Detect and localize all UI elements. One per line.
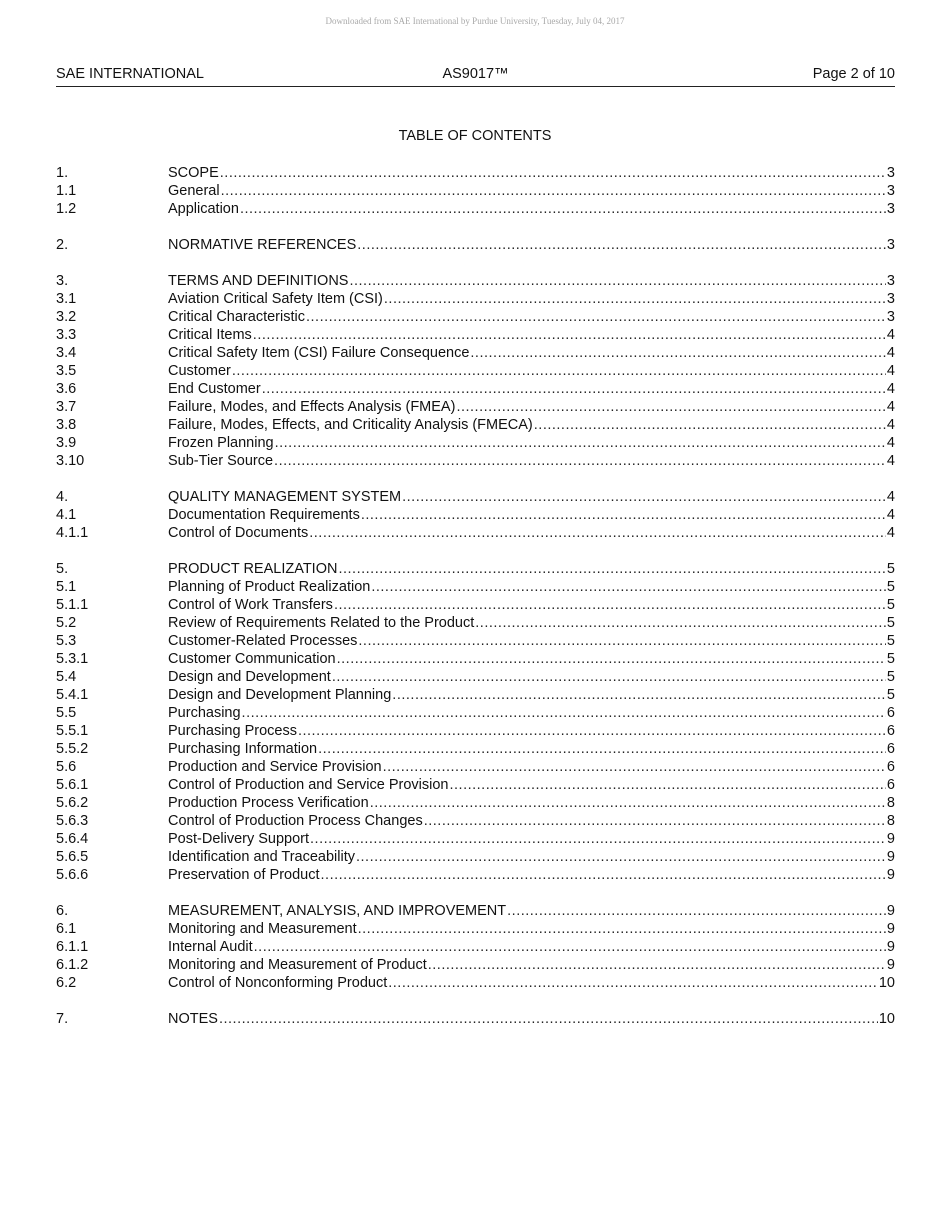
toc-entry[interactable] [56,614,895,632]
toc-entry-number: 4.1.1 [56,525,89,541]
toc-entry-page: 5 [886,597,895,613]
toc-entry-title: Application [168,201,239,217]
toc-dot-leader [240,200,886,218]
toc-entry-number: 7. [56,1011,69,1027]
toc-dot-leader [470,344,886,362]
toc-dot-leader [274,452,886,470]
toc-entry-number: 3.7 [56,399,77,415]
toc-entry[interactable] [56,488,895,506]
toc-title: TABLE OF CONTENTS [398,128,552,144]
toc-entry[interactable] [56,308,895,326]
toc-section-group [56,488,895,542]
toc-entry-number: 5.6.4 [56,831,89,847]
toc-entry-title: Critical Characteristic [168,309,305,325]
toc-entry-page: 4 [886,507,895,523]
toc-dot-leader [371,578,886,596]
toc-dot-leader [361,506,886,524]
toc-entry-page: 6 [886,705,895,721]
toc-entry-title: Internal Audit [168,939,253,955]
toc-dot-leader [318,740,886,758]
toc-entry-number: 5.3 [56,633,77,649]
toc-entry[interactable] [56,524,895,542]
toc-entry-title: Sub-Tier Source [168,453,274,469]
toc-entry-title: Failure, Modes, Effects, and Criticality Analysis (FMECA) [168,417,533,433]
toc-entry[interactable] [56,794,895,812]
toc-entry[interactable] [56,632,895,650]
toc-entry[interactable] [56,236,895,254]
toc-dot-leader [358,920,886,938]
toc-entry-title: Critical Safety Item (CSI) Failure Consequence [168,345,470,361]
toc-entry[interactable] [56,200,895,218]
toc-entry-number: 4.1 [56,507,77,523]
toc-entry-number: 6.1.2 [56,957,89,973]
toc-entry-title: Customer Communication [168,651,336,667]
toc-entry-number: 5. [56,561,69,577]
toc-entry-number: 5.6.2 [56,795,89,811]
toc-entry-title: SCOPE [168,165,219,181]
toc-entry-number: 3.3 [56,327,77,343]
toc-entry-number: 6. [56,903,69,919]
toc-entry-number: 5.5.1 [56,723,89,739]
toc-entry[interactable] [56,938,895,956]
toc-entry-title: Control of Production Process Changes [168,813,423,829]
toc-section-group [56,560,895,884]
toc-dot-leader [475,614,886,632]
toc-entry-number: 3.5 [56,363,77,379]
toc-dot-leader [275,434,886,452]
toc-entry[interactable] [56,704,895,722]
toc-dot-leader [253,326,886,344]
toc-entry-title: Control of Work Transfers [168,597,333,613]
toc-dot-leader [337,650,886,668]
toc-entry-title: End Customer [168,381,261,397]
toc-entry-number: 6.2 [56,975,77,991]
toc-entry[interactable] [56,380,895,398]
toc-entry[interactable] [56,344,895,362]
toc-entry-page: 4 [886,381,895,397]
toc-entry-page: 3 [886,183,895,199]
toc-dot-leader [428,956,886,974]
toc-entry[interactable] [56,866,895,884]
toc-entry-page: 9 [886,867,895,883]
toc-dot-leader [358,632,886,650]
toc-entry-page: 5 [886,561,895,577]
toc-entry-number: 3. [56,273,69,289]
toc-entry-number: 5.6.6 [56,867,89,883]
toc-entry-number: 3.9 [56,435,77,451]
toc-entry-page: 4 [886,345,895,361]
toc-entry-page: 9 [886,849,895,865]
toc-entry-number: 3.1 [56,291,77,307]
toc-dot-leader [321,866,886,884]
toc-entry-page: 8 [886,795,895,811]
toc-entry-number: 1.2 [56,201,77,217]
toc-entry-page: 4 [886,525,895,541]
toc-entry-title: Production and Service Provision [168,759,382,775]
toc-entry-title: Review of Requirements Related to the Product [168,615,475,631]
toc-entry-page: 10 [878,975,895,991]
toc-entry-page: 3 [886,165,895,181]
toc-section-group [56,272,895,470]
toc-entry[interactable] [56,830,895,848]
toc-entry-number: 5.2 [56,615,77,631]
toc-entry[interactable] [56,902,895,920]
toc-entry-title: Planning of Product Realization [168,579,371,595]
toc-entry[interactable] [56,1010,895,1028]
toc-entry-title: Control of Documents [168,525,309,541]
toc-dot-leader [383,758,886,776]
toc-entry[interactable] [56,326,895,344]
toc-entry-page: 8 [886,813,895,829]
toc-dot-leader [402,488,886,506]
toc-entry-page: 5 [886,579,895,595]
header-organization: SAE INTERNATIONAL [56,66,204,82]
toc-dot-leader [306,308,886,326]
toc-entry-title: MEASUREMENT, ANALYSIS, AND IMPROVEMENT [168,903,507,919]
toc-entry[interactable] [56,452,895,470]
toc-entry-title: Control of Production and Service Provision [168,777,449,793]
toc-entry-page: 4 [886,435,895,451]
toc-entry-title: Post-Delivery Support [168,831,310,847]
toc-entry[interactable] [56,776,895,794]
toc-section-group [56,164,895,218]
toc-entry-number: 4. [56,489,69,505]
toc-entry-number: 5.6 [56,759,77,775]
toc-entry-title: Production Process Verification [168,795,369,811]
toc-entry[interactable] [56,506,895,524]
toc-entry-page: 3 [886,291,895,307]
toc-entry-number: 6.1.1 [56,939,89,955]
toc-entry[interactable] [56,758,895,776]
toc-entry[interactable] [56,974,895,992]
toc-entry-page: 6 [886,777,895,793]
toc-entry-number: 5.5 [56,705,77,721]
toc-entry-title: Critical Items [168,327,252,343]
toc-entry[interactable] [56,920,895,938]
toc-entry-page: 6 [886,741,895,757]
toc-dot-leader [242,704,886,722]
toc-dot-leader [424,812,886,830]
toc-entry-page: 5 [886,633,895,649]
toc-entry-page: 6 [886,723,895,739]
toc-dot-leader [534,416,886,434]
toc-entry[interactable] [56,686,895,704]
toc-dot-leader [332,668,886,686]
toc-entry-page: 3 [886,237,895,253]
header-page-number: Page 2 of 10 [812,66,895,82]
toc-dot-leader [219,1010,878,1028]
toc-entry-page: 4 [886,327,895,343]
toc-dot-leader [392,686,886,704]
toc-entry[interactable] [56,956,895,974]
toc-entry[interactable] [56,848,895,866]
toc-section-group [56,902,895,992]
toc-entry-title: Documentation Requirements [168,507,360,523]
toc-entry-number: 3.4 [56,345,77,361]
toc-entry-title: Control of Nonconforming Product [168,975,388,991]
toc-entry-title: TERMS AND DEFINITIONS [168,273,349,289]
toc-entry-page: 3 [886,201,895,217]
toc-entry-title: Aviation Critical Safety Item (CSI) [168,291,383,307]
toc-entry[interactable] [56,272,895,290]
toc-entry[interactable] [56,722,895,740]
toc-entry-title: NOTES [168,1011,218,1027]
toc-entry-number: 5.6.1 [56,777,89,793]
toc-entry-number: 3.2 [56,309,77,325]
toc-entry-page: 4 [886,363,895,379]
toc-entry-page: 9 [886,939,895,955]
toc-entry[interactable] [56,596,895,614]
toc-entry-title: Failure, Modes, and Effects Analysis (FMEA) [168,399,456,415]
toc-entry-page: 4 [886,417,895,433]
toc-entry-title: NORMATIVE REFERENCES [168,237,357,253]
toc-entry[interactable] [56,416,895,434]
toc-entry-page: 4 [886,489,895,505]
toc-dot-leader [262,380,886,398]
toc-entry[interactable] [56,362,895,380]
toc-entry[interactable] [56,290,895,308]
toc-entry-title: Monitoring and Measurement of Product [168,957,427,973]
toc-entry-number: 5.6.5 [56,849,89,865]
toc-dot-leader [220,164,886,182]
toc-entry-number: 6.1 [56,921,77,937]
toc-dot-leader [370,794,886,812]
toc-entry-page: 9 [886,957,895,973]
toc-entry-number: 1. [56,165,69,181]
toc-entry[interactable] [56,182,895,200]
header-document-id: AS9017™ [442,66,509,82]
toc-entry-page: 5 [886,669,895,685]
toc-dot-leader [349,272,885,290]
toc-entry-title: Design and Development [168,669,331,685]
toc-dot-leader [449,776,885,794]
toc-entry[interactable] [56,740,895,758]
toc-entry-page: 5 [886,687,895,703]
toc-entry-title: Purchasing [168,705,241,721]
toc-entry-page: 5 [886,651,895,667]
toc-entry-number: 5.6.3 [56,813,89,829]
toc-entry-number: 5.1.1 [56,597,89,613]
toc-entry-page: 3 [886,273,895,289]
toc-entry-title: PRODUCT REALIZATION [168,561,338,577]
toc-entry-page: 4 [886,453,895,469]
toc-section-group [56,236,895,254]
toc-entry-title: Purchasing Information [168,741,318,757]
toc-entry[interactable] [56,812,895,830]
page-header [56,66,895,87]
toc-entry-title: Design and Development Planning [168,687,392,703]
toc-entry[interactable] [56,578,895,596]
download-watermark: Downloaded from SAE International by Purdue University, Tuesday, July 04, 2017 [325,16,625,26]
toc-dot-leader [298,722,886,740]
toc-entry-page: 6 [886,759,895,775]
toc-entry-title: QUALITY MANAGEMENT SYSTEM [168,489,402,505]
toc-entry-number: 3.10 [56,453,85,469]
toc-entry-title: Customer-Related Processes [168,633,358,649]
toc-entry[interactable] [56,398,895,416]
toc-entry[interactable] [56,164,895,182]
toc-entry-page: 5 [886,615,895,631]
toc-entry-page: 10 [878,1011,895,1027]
toc-dot-leader [254,938,886,956]
toc-entry-title: Frozen Planning [168,435,274,451]
toc-entry-number: 5.1 [56,579,77,595]
toc-entry[interactable] [56,560,895,578]
toc-entry[interactable] [56,668,895,686]
toc-entry-title: Monitoring and Measurement [168,921,357,937]
toc-entry-title: Customer [168,363,231,379]
toc-dot-leader [221,182,886,200]
toc-dot-leader [310,830,886,848]
toc-entry-number: 5.4.1 [56,687,89,703]
toc-dot-leader [388,974,878,992]
toc-dot-leader [232,362,886,380]
toc-entry-page: 9 [886,903,895,919]
toc-entry-number: 5.5.2 [56,741,89,757]
toc-dot-leader [384,290,886,308]
toc-dot-leader [357,236,886,254]
toc-entry-number: 5.4 [56,669,77,685]
toc-section-group [56,1010,895,1028]
toc-entry[interactable] [56,650,895,668]
toc-entry[interactable] [56,434,895,452]
toc-dot-leader [356,848,886,866]
toc-entry-title: Purchasing Process [168,723,297,739]
toc-entry-title: General [168,183,220,199]
toc-entry-page: 9 [886,831,895,847]
toc-dot-leader [456,398,885,416]
toc-entry-page: 3 [886,309,895,325]
toc-entry-number: 3.8 [56,417,77,433]
toc-entry-page: 4 [886,399,895,415]
toc-entry-number: 5.3.1 [56,651,89,667]
toc-entry-title: Identification and Traceability [168,849,355,865]
toc-dot-leader [309,524,886,542]
table-of-contents [56,164,895,1046]
toc-entry-title: Preservation of Product [168,867,320,883]
toc-dot-leader [507,902,886,920]
toc-entry-number: 3.6 [56,381,77,397]
toc-entry-page: 9 [886,921,895,937]
toc-dot-leader [338,560,885,578]
toc-dot-leader [334,596,886,614]
toc-entry-number: 1.1 [56,183,77,199]
toc-entry-number: 2. [56,237,69,253]
